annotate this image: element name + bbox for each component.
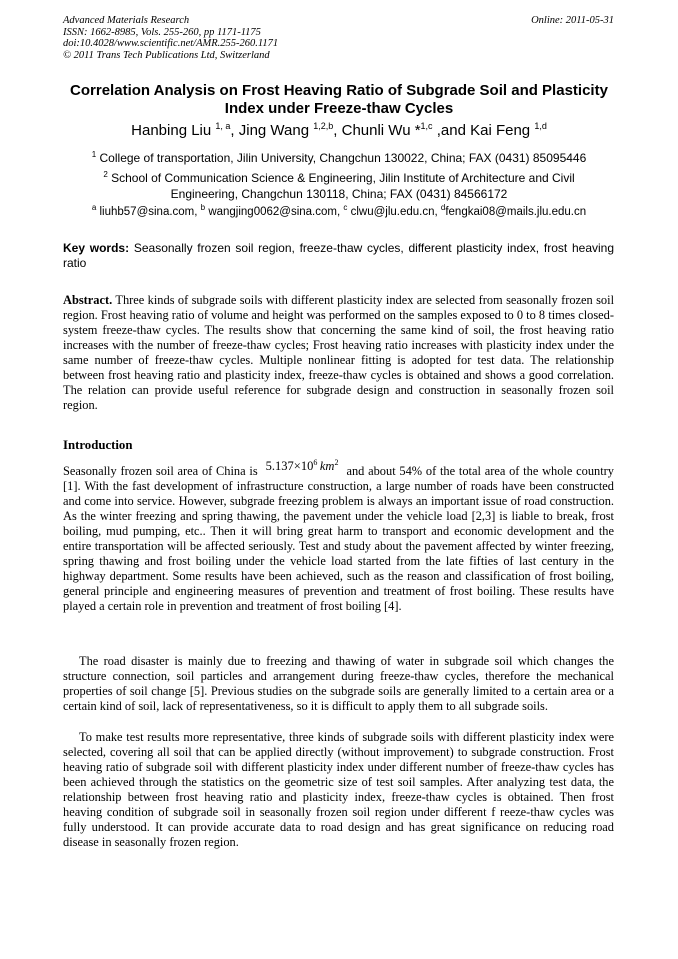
keywords-text: Seasonally frozen soil region, freeze-thaw cycles, different plasticity index, frost heaving ratio xyxy=(63,241,615,270)
author-affiliation-mark: 1,d xyxy=(534,121,547,131)
keywords-label: Key words: xyxy=(63,241,130,255)
affiliation-mark: 1 xyxy=(91,150,97,159)
email-mark: b xyxy=(200,203,206,212)
formula-exponent: 6 xyxy=(313,458,318,467)
author-name: and Kai Feng xyxy=(440,122,531,139)
doi-line[interactable]: doi:10.4028/www.scientific.net/AMR.255-260.1171 xyxy=(63,38,279,49)
email-link[interactable]: wangjing0062@sina.com, xyxy=(208,206,344,218)
author-separator: , xyxy=(230,122,239,139)
email-link[interactable]: liuhb57@sina.com, xyxy=(99,206,201,218)
paragraph-text: and about 54% of the total area of the whole country [1]. With the fast development of infrastructure construction, a large number of roads have been constructed and come into service. However, subgrade freezing problem is always an important issue of road construction. As the winter freezing and spring thawing, the pavement under the vehicle load [2,3] is liable to break, frost boiling, mud pumping, etc.. Then it will bring great harm to transport and economic development and the entire transportation will be affected seriously. Test and study about the pavement affected by winter freezing, spring thawing and frost boiling under the vehicle load started from the late fifties of last century in the highway department. Some results have been achieved, such as the reason and classification of frost boiling, general principle and engineering measures of prevention and treatment of frost boiling. These results have played a certain role in prevention and treatment of frost boiling [4]. xyxy=(63,464,614,613)
author-name: Chunli Wu * xyxy=(341,122,421,139)
affiliation-mark: 2 xyxy=(103,170,108,179)
author-list xyxy=(40,122,638,140)
area-formula xyxy=(266,459,339,474)
email-mark: a xyxy=(91,203,97,212)
author-name: Jing Wang xyxy=(238,122,310,139)
email-link[interactable]: fengkai08@mails.jlu.edu.cn xyxy=(445,206,587,218)
email-link[interactable]: clwu@jlu.edu.cn, xyxy=(350,206,441,218)
intro-paragraph-3: To make test results more representative, three kinds of subgrade soils with different plasticity index were selected, covering all soil that can be applied directly (without improvement) to subgrade construction. Frost heaving ratio of subgrade soil with different plasticity index under different number of freeze-thaw cycles has been achieved through the statistics on the geometric size of test soil samples. After analyzing test data, the relationship between frost heaving ratio and plasticity index, freeze-thaw cycles is obtained. Then frost heaving condition of subgrade soil in seasonally frozen soil region under different f reeze-thaw cycles was fully understood. It can provide accurate data to road design and has great significance on reducing road disease in seasonally frozen region. xyxy=(63,730,614,849)
intro-paragraph-1 xyxy=(63,458,614,614)
paragraph-text: Seasonally frozen soil area of China is xyxy=(63,464,258,478)
keywords xyxy=(63,241,614,271)
formula-unit-exponent: 2 xyxy=(334,458,339,467)
journal-info xyxy=(63,15,483,61)
abstract-text: Three kinds of subgrade soils with different plasticity index are selected from seasonally frozen soil region. Frost heaving ratio of volume and height was performed on the samples exposed to 0 to 8 times closed-system freeze-thaw cycles. The results show that concerning the same kind of soil, the frost heaving ratio increases with the number of freeze-thaw cycles; Frost heaving ratio increases with plasticity index under the same number of freeze-thaw cycles. Multiple nonlinear fitting is adopted for test data. The relationship between frost heaving ratio and plasticity index, freeze-thaw cycles is obtained and shows a good correlation. The relation can provide useful reference for subgrade design and construction in seasonally frozen soil region. xyxy=(63,293,615,412)
author-name: Hanbing Liu xyxy=(131,122,212,139)
email-list xyxy=(30,205,648,221)
email-mark: c xyxy=(343,203,348,212)
author-affiliation-mark: 1, a xyxy=(215,121,231,131)
email-mark: d xyxy=(440,203,446,212)
author-separator: , xyxy=(432,122,441,139)
section-heading-introduction: Introduction xyxy=(63,438,133,452)
affiliation-1 xyxy=(40,151,638,167)
abstract-label: Abstract. xyxy=(63,293,113,307)
author-affiliation-mark: 1,2,b xyxy=(313,121,334,131)
issn-line: ISSN: 1662-8985, Vols. 255-260, pp 1171-1175 xyxy=(63,26,261,38)
copyright-line: © 2011 Trans Tech Publications Ltd, Switzerland xyxy=(63,49,270,61)
formula-mantissa: 5.137×10 xyxy=(265,459,314,473)
affiliation-2 xyxy=(90,171,588,202)
paper-title: Correlation Analysis on Frost Heaving Ratio of Subgrade Soil and Plasticity Index under Freeze-thaw Cycles xyxy=(70,82,608,117)
abstract xyxy=(63,293,614,413)
affiliation-text: College of transportation, Jilin University, Changchun 130022, China; FAX (0431) 85095446 xyxy=(99,151,587,165)
intro-paragraph-2: The road disaster is mainly due to freezing and thawing of water in subgrade soil which changes the structure connection, soil particles and arrangement during freeze-thaw cycles, therefore the mechanical properties of soil change [5]. Previous studies on the subgrade soils are generally limited to a certain area or a certain kind of soil, lack of representativeness, so it is difficult to apply them to all subgrade soils. xyxy=(63,654,614,713)
affiliation-text: School of Communication Science & Engineering, Jilin Institute of Architecture and Civil Engineering, Changchun 130118, China; FAX (0431) 84566172 xyxy=(111,171,575,201)
author-affiliation-mark: 1,c xyxy=(420,121,433,131)
journal-name: Advanced Materials Research xyxy=(63,15,190,26)
formula-unit: km xyxy=(319,459,335,473)
online-date: Online: 2011-05-31 xyxy=(531,15,614,26)
author-separator: , xyxy=(333,122,342,139)
